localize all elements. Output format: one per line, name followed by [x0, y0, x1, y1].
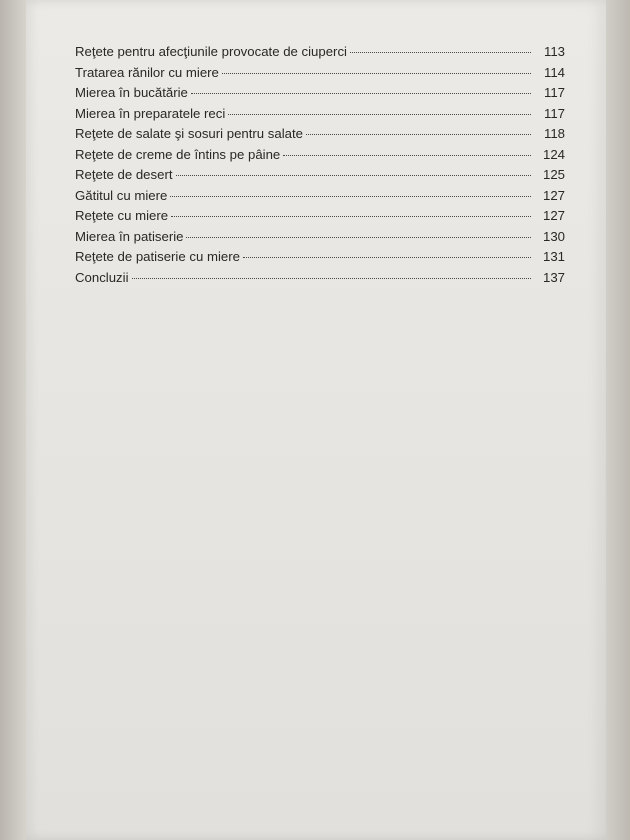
toc-entry-title: Reţete de salate şi sosuri pentru salate: [75, 126, 303, 141]
toc-entry: [75, 126, 565, 147]
toc-entry-title: Mierea în patiserie: [75, 228, 184, 244]
toc-entry: [75, 106, 565, 127]
toc-entry-title: Gătitul cu miere: [75, 187, 168, 203]
toc-entry-page: 114: [543, 64, 565, 80]
toc-dot-leader: [171, 216, 531, 217]
toc-entry-title: Mierea în bucătărie: [75, 85, 188, 100]
toc-entry-title: Reţete de desert: [75, 167, 173, 182]
toc-dot-leader: [186, 237, 531, 238]
toc-entry: [75, 167, 565, 188]
toc-entry: [75, 249, 565, 270]
toc-dot-leader: [228, 114, 531, 115]
toc-entry: [75, 65, 565, 86]
toc-entry-title: Concluzii: [75, 269, 129, 285]
toc-entry: [75, 147, 565, 168]
toc-entry-page: 117: [543, 105, 565, 121]
toc-dot-leader: [191, 93, 531, 94]
toc-entry: [75, 270, 565, 291]
toc-entry-title: Tratarea rănilor cu miere: [75, 64, 219, 80]
toc-dot-leader: [283, 155, 531, 156]
toc-entry-page: 124: [542, 146, 565, 162]
table-of-contents: [75, 44, 565, 290]
toc-dot-leader: [176, 175, 531, 176]
toc-entry-page: 117: [543, 85, 565, 100]
toc-entry: [75, 229, 565, 250]
toc-entry-title: Reţete de creme de întins pe pâine: [75, 146, 281, 162]
toc-entry-title: Reţete de patiserie cu miere: [75, 249, 240, 264]
page-edge-shadow: [606, 0, 630, 840]
book-page: [26, 0, 606, 840]
toc-entry: [75, 85, 565, 106]
toc-dot-leader: [306, 134, 531, 135]
toc-entry-page: 137: [542, 269, 565, 285]
toc-entry-page: 131: [542, 249, 565, 264]
toc-entry-page: 118: [543, 126, 565, 141]
toc-entry-title: Reţete cu miere: [75, 208, 169, 223]
toc-entry-page: 127: [542, 208, 565, 223]
toc-entry-title: Reţete pentru afecţiunile provocate de ciuperci: [75, 44, 347, 59]
toc-dot-leader: [132, 278, 531, 279]
toc-entry: [75, 208, 565, 229]
toc-dot-leader: [170, 196, 531, 197]
book-spine-shadow: [0, 0, 26, 840]
toc-entry: [75, 188, 565, 209]
toc-entry-page: 127: [542, 187, 565, 203]
toc-entry-page: 113: [543, 44, 565, 59]
toc-dot-leader: [350, 52, 531, 53]
toc-entry-page: 130: [542, 228, 565, 244]
toc-entry: [75, 44, 565, 65]
toc-entry-page: 125: [542, 167, 565, 182]
toc-entry-title: Mierea în preparatele reci: [75, 105, 226, 121]
toc-dot-leader: [222, 73, 531, 74]
toc-dot-leader: [243, 257, 531, 258]
